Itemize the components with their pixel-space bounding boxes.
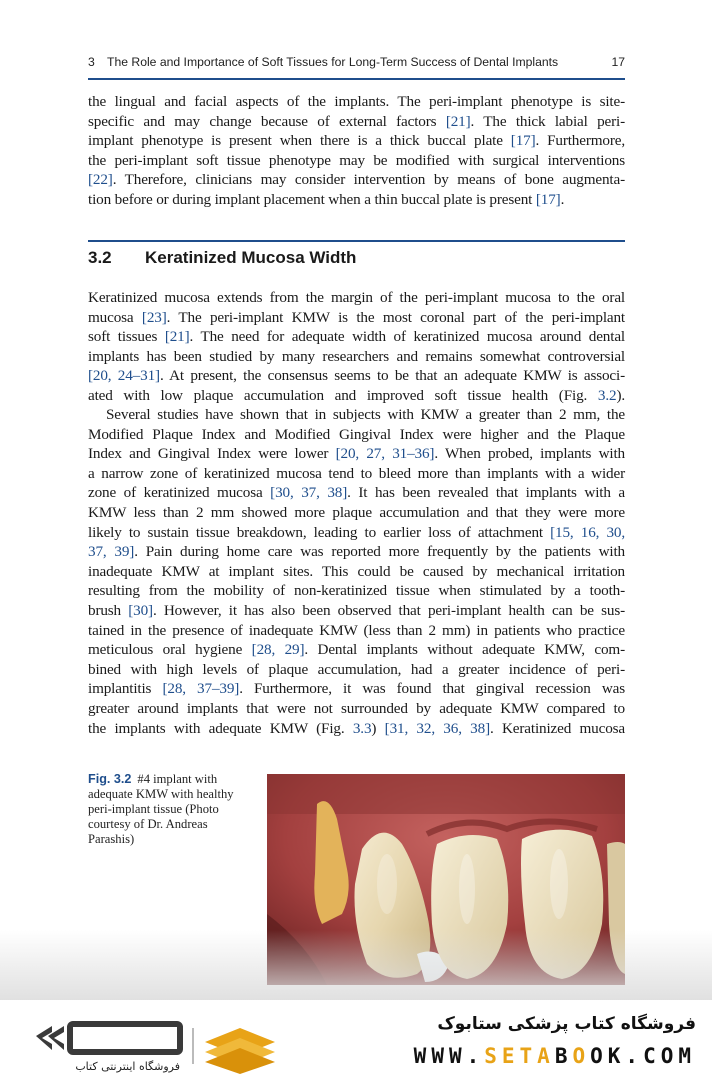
citation-link[interactable]: 37, 39] bbox=[88, 543, 135, 561]
intro-paragraph bbox=[88, 92, 625, 210]
text-line: meticulous oral hygiene [28, 29]. Dental implants without adequate KMW, com- bbox=[88, 641, 626, 659]
text-line: zone of keratinized mucosa [30, 37, 38]. It has been revealed that implants with a bbox=[88, 484, 625, 502]
text-line: specific and may change because of external factors [21]. The thick labial peri- bbox=[88, 112, 625, 130]
text-line: implant phenotype is present when there is a thick buccal plate [17]. Furthermore, bbox=[88, 132, 625, 150]
text-line: greater around implants that were not surrounded by adequate KMW compared to bbox=[88, 699, 625, 717]
text-line: tion before or during implant placement when a thin buccal plate is present [17]. bbox=[88, 190, 565, 208]
citation-link[interactable]: 3.2 bbox=[597, 386, 617, 404]
figure-caption-text: #4 implant with adequate KMW with healthy peri-implant tissue (Photo courtesy of Dr. Andreas Parashis) bbox=[88, 772, 234, 846]
citation-link[interactable]: [20, 27, 31–36] bbox=[335, 445, 435, 463]
citation-link[interactable]: [17] bbox=[535, 190, 561, 208]
text-line: resulting from the mobility of non-keratinized tissue when stimulated by a tooth- bbox=[88, 582, 625, 600]
url-suffix: OK.COM bbox=[590, 1044, 696, 1068]
citation-link[interactable]: [17] bbox=[510, 132, 536, 150]
figure-label: Fig. 3.2 bbox=[88, 772, 132, 786]
url-highlight-seta: SETA bbox=[484, 1044, 555, 1068]
logo-subtitle: فروشگاه اینترنتی کتاب bbox=[75, 1060, 180, 1073]
text-line: the peri-implant soft tissue phenotype may be modified with surgical interventions bbox=[88, 151, 625, 169]
store-watermark-footer bbox=[0, 1000, 712, 1079]
text-line: the implants with adequate KMW (Fig. 3.3) [31, 32, 36, 38]. Keratinized mucosa bbox=[88, 719, 625, 737]
text-line: [22]. Therefore, clinicians may consider intervention by means of bone augmenta- bbox=[88, 171, 625, 189]
text-line: soft tissues [21]. The need for adequate width of keratinized mucosa around dental bbox=[88, 328, 625, 346]
text-line: mucosa [23]. The peri-implant KMW is the most coronal part of the peri-implant bbox=[88, 308, 626, 326]
text-line: Several studies have shown that in subjects with KMW a greater than 2 mm, the bbox=[106, 406, 625, 423]
shop-url bbox=[414, 1044, 696, 1068]
page-bottom-shadow bbox=[0, 930, 712, 1002]
text-line: brush [30]. However, it has also been observed that peri-implant health can be sus- bbox=[88, 601, 625, 619]
chapter-number: 3 bbox=[88, 55, 95, 69]
citation-link[interactable]: [21] bbox=[445, 112, 471, 130]
citation-link[interactable]: [20, 24–31] bbox=[88, 367, 160, 385]
header-rule bbox=[88, 78, 625, 80]
text-line: KMW less than 2 mm showed more plaque accumulation and that they were more bbox=[88, 503, 625, 521]
citation-link[interactable]: [22] bbox=[88, 171, 113, 189]
shop-name: فروشگاه کتاب پزشکی ستابوک bbox=[437, 1014, 696, 1034]
citation-link[interactable]: [28, 37–39] bbox=[162, 680, 240, 698]
text-line: bined with high levels of plaque accumulation, had a greater incidence of peri- bbox=[88, 660, 625, 678]
text-line: ated with low plaque accumulation and improved soft tissue health (Fig. 3.2). bbox=[88, 386, 625, 404]
section-rule bbox=[88, 240, 625, 242]
text-line: implantitis [28, 37–39]. Furthermore, it was found that gingival recession was bbox=[88, 680, 625, 698]
citation-link[interactable]: [23] bbox=[141, 308, 167, 326]
setabook-logo bbox=[30, 1016, 280, 1074]
citation-link[interactable]: [28, 29] bbox=[251, 641, 305, 659]
citation-link[interactable]: [31, 32, 36, 38] bbox=[384, 719, 490, 737]
citation-link[interactable]: [15, 16, 30, bbox=[550, 523, 626, 541]
text-line: Keratinized mucosa extends from the margin of the peri-implant mucosa to the oral bbox=[88, 289, 625, 306]
running-head bbox=[88, 55, 625, 77]
text-line: tained in the presence of inadequate KMW (less than 2 mm) in patients who practice bbox=[88, 621, 625, 639]
url-prefix: WWW. bbox=[413, 1044, 485, 1068]
figure-caption bbox=[88, 772, 248, 847]
citation-link[interactable]: [30] bbox=[128, 601, 153, 619]
text-line: a narrow zone of keratinized mucosa tend to bleed more than implants with a wider bbox=[88, 464, 625, 482]
citation-link[interactable]: [30, 37, 38] bbox=[270, 484, 348, 502]
text-line: Modified Plaque Index and Modified Gingival Index were higher and the Plaque bbox=[88, 425, 625, 443]
url-mid: B bbox=[554, 1044, 573, 1068]
text-line: Index and Gingival Index were lower [20, 27, 31–36]. When probed, implants with bbox=[88, 445, 625, 463]
paragraph-2 bbox=[88, 405, 625, 738]
text-line: likely to sustain tissue breakdown, leading to earlier loss of attachment [15, 16, 30, bbox=[88, 523, 626, 541]
url-highlight-o: O bbox=[572, 1044, 591, 1068]
page-number: 17 bbox=[611, 55, 625, 69]
text-line: inadequate KMW at implant sites. This could be caused by mechanical irritation bbox=[88, 562, 625, 580]
text-line: the lingual and facial aspects of the implants. The peri-implant phenotype is site- bbox=[88, 93, 625, 110]
citation-link[interactable]: 3.3 bbox=[352, 719, 372, 737]
section-number: 3.2 bbox=[88, 248, 112, 267]
paragraph-1 bbox=[88, 288, 625, 406]
text-line: 37, 39]. Pain during home care was reported more frequently by the patients with bbox=[88, 543, 625, 561]
citation-link[interactable]: [21] bbox=[164, 328, 190, 346]
section-title: Keratinized Mucosa Width bbox=[145, 248, 357, 267]
text-line: [20, 24–31]. At present, the consensus seems to be that an adequate KMW is associ- bbox=[88, 367, 626, 385]
chapter-title: The Role and Importance of Soft Tissues for Long-Term Success of Dental Implants bbox=[107, 55, 559, 69]
text-line: implants has been studied by many researchers and remains somewhat controversial bbox=[88, 347, 625, 365]
